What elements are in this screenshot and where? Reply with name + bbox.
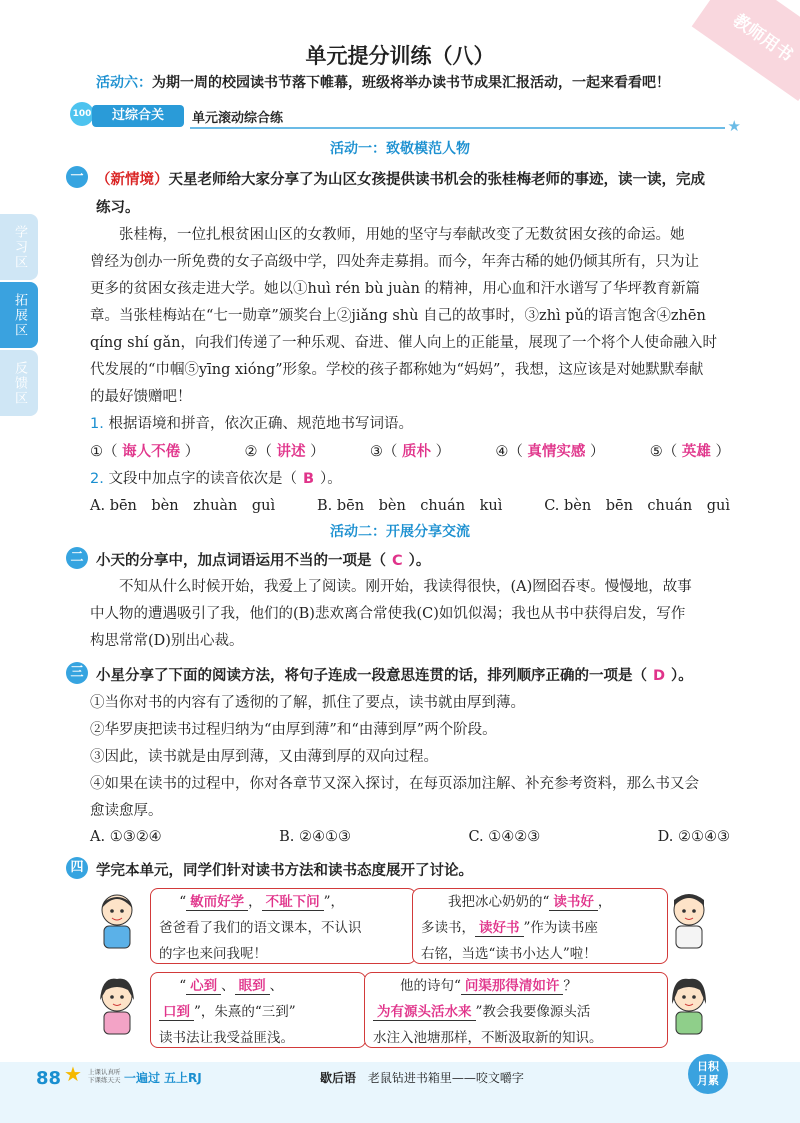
speech-bubble [150, 972, 366, 1048]
passage [90, 574, 750, 655]
proverb [320, 1069, 524, 1086]
stem-end: ）。 [671, 668, 693, 684]
separator: ， [597, 894, 612, 910]
section-tag: 过综合关 [92, 105, 184, 127]
bubble-line [159, 973, 357, 999]
options-row [90, 829, 730, 845]
answer-mark: ⑤ [649, 444, 663, 460]
side-tab-feedback[interactable] [0, 350, 38, 416]
sub-question [90, 412, 413, 433]
sentence: ①当你对书的内容有了透彻的了解，抓住了要点，读书就由厚到薄。 [90, 695, 525, 711]
slogan-line: 下课练天天 [88, 1076, 121, 1084]
corner-stamp-text: 教师用书 [729, 10, 797, 66]
section-banner [70, 105, 741, 135]
bubble-line [373, 973, 659, 999]
star-logo-icon: ★ [64, 1062, 82, 1086]
answer-text: 真情实感 [527, 444, 586, 460]
stem-line: 天星老师给大家分享了为山区女孩提供读书机会的张桂梅老师的事迹，读一读，完成 [168, 172, 705, 188]
star-icon: ★ [727, 117, 741, 135]
boy2-avatar [664, 890, 714, 950]
section-subtitle: 单元滚动综合练 [192, 111, 284, 126]
boy-avatar [92, 890, 142, 950]
bubble-line: 右铭，当选“读书小达人”啦！ [421, 946, 597, 962]
question-stem [96, 168, 746, 189]
intro-label: 活动六： [96, 75, 152, 91]
speech-bubble [364, 972, 668, 1048]
score-badge: 100 [70, 102, 94, 126]
option-c[interactable]: C. bèn bēn chuán guì [544, 498, 730, 514]
daily-badge-text: 日积月累 [697, 1060, 719, 1087]
brand [124, 1069, 202, 1086]
quote: “ [179, 894, 187, 910]
intro [96, 72, 670, 92]
separator: ， [248, 894, 262, 910]
passage-line: 曾经为创办一所免费的女子高级中学，四处奔走募捐。而今，年奔古稀的她仍倾其所有，只为让 [90, 254, 699, 270]
bubble-line [373, 999, 659, 1025]
bubble-text: 他的诗句“ [400, 978, 461, 994]
question-stem [96, 549, 430, 570]
speech-bubble [412, 888, 668, 964]
passage-line: 张桂梅，一位扎根贫困山区的女教师，用她的坚守与奉献改变了无数贫困女孩的命运。她 [119, 227, 685, 243]
option-b[interactable]: B. ②④①③ [279, 829, 351, 845]
answer-text: B [302, 471, 315, 487]
answer-text: 讲述 [276, 444, 306, 460]
sub-question [90, 467, 342, 488]
sentence: ④如果在读书的过程中，你对各章节又深入探讨，在每页添加注解、补充参考资料，那么书又会 [90, 776, 699, 792]
answer-mark: ③ [369, 444, 383, 460]
sentence: ③因此，读书就是由厚到薄，又由薄到厚的双向过程。 [90, 749, 438, 765]
bubble-line: 爸爸看了我们的语文课本，不认识 [159, 920, 362, 936]
bubble-text: 多读书， [421, 920, 475, 936]
intro-text: 为期一周的校园读书节落下帷幕，班级将举办读书节成果汇报活动，一起来看看吧！ [152, 75, 670, 91]
bubble-line: 的字也来问我呢！ [159, 946, 267, 962]
passage-line: 的最好馈赠吧！ [90, 389, 192, 405]
daily-badge [688, 1054, 728, 1094]
question-number: 二 [66, 547, 88, 569]
stem-end: ）。 [408, 553, 431, 569]
side-tab-label: 反馈区 [12, 360, 27, 406]
question-stem [96, 664, 756, 685]
bubble-text: 我把冰心奶奶的“ [448, 894, 550, 910]
bubble-text: ”教会我要像源头活 [475, 1004, 591, 1020]
bubble-line [159, 889, 407, 915]
bubble-line [421, 889, 659, 915]
options-row [90, 494, 730, 515]
page-number: 88 [36, 1068, 62, 1089]
sentence-list [90, 690, 750, 825]
answer-item: ②（ 讲述 ） [244, 444, 325, 460]
girl-avatar [92, 976, 142, 1036]
side-tab-label: 拓展区 [12, 292, 27, 338]
passage-line: 构思常常(D)别出心裁。 [90, 633, 244, 649]
answer-text: 读好书 [475, 920, 524, 937]
answer-mark: ② [244, 444, 258, 460]
sentence: 愈读愈厚。 [90, 803, 163, 819]
bubble-line: 水注入池塘那样，不断汲取新的知识。 [373, 1030, 603, 1046]
stem-text: 小天的分享中，加点词语运用不当的一项是（ [96, 553, 386, 569]
side-tab-extend[interactable] [0, 282, 38, 348]
new-context-tag: （新情境） [96, 172, 169, 188]
side-tab-label: 学习区 [12, 224, 27, 270]
question-number: 三 [66, 662, 88, 684]
question-number: 一 [66, 166, 88, 188]
bubble-line: 读书法让我受益匪浅。 [159, 1030, 294, 1046]
passage-line: 代发展的“巾帼⑤yīng xióng”形象。学校的孩子都称她为“妈妈”，我想，这应该是对她默默奉献 [90, 362, 704, 378]
quote: ”， [323, 894, 345, 910]
option-d[interactable]: D. ②①④③ [657, 829, 730, 845]
brand-name: 一遍过 [124, 1071, 161, 1085]
bubble-text: ”作为读书座 [523, 920, 598, 936]
answer-item: ③（ 质朴 ） [369, 444, 451, 460]
question-number: 四 [66, 857, 88, 879]
slogan-line: 上课认真听 [88, 1068, 121, 1076]
separator: ？ [563, 978, 577, 994]
answer-text: 眼到 [235, 978, 270, 995]
answer-text: 敏而好学 [186, 894, 248, 911]
option-b[interactable]: B. bēn bèn chuán kuì [317, 498, 503, 514]
question-stem: 学完本单元，同学们针对读书方法和读书态度展开了讨论。 [96, 863, 473, 879]
passage-line: 中人物的遭遇吸引了我，他们的(B)悲欢离合常使我(C)如饥似渴；我也从书中获得启发，写作 [90, 606, 686, 622]
answer-item: ①（ 诲人不倦 ） [90, 444, 200, 460]
separator: 、 [221, 978, 235, 994]
option-c[interactable]: C. ①④②③ [468, 829, 541, 845]
bubble-line [421, 915, 659, 941]
option-a[interactable]: A. ①③②④ [90, 829, 162, 845]
sub-question-text: 根据语境和拼音，依次正确、规范地书写词语。 [108, 416, 413, 432]
answer-text: 诲人不倦 [122, 444, 181, 460]
speech-bubble [150, 888, 416, 964]
passage-line: 不知从什么时候开始，我爱上了阅读。刚开始，我读得很快，(A)囫囵吞枣。慢慢地，故事 [119, 579, 692, 595]
answer-text: 质朴 [401, 444, 431, 460]
sub-question-label: 1. [90, 416, 104, 432]
stem-text: 小星分享了下面的阅读方法，将句子连成一段意思连贯的话，排列顺序正确的一项是（ [96, 668, 647, 684]
separator: 、 [269, 978, 284, 994]
bubble-line [159, 999, 357, 1025]
answer-text: 心到 [186, 978, 221, 995]
bubble-text: ”，朱熹的“三到” [194, 1004, 296, 1020]
sub-question-end: ）。 [320, 471, 342, 487]
activity-heading: 活动二：开展分享交流 [330, 524, 470, 540]
girl2-avatar [664, 976, 714, 1036]
footer [0, 1062, 800, 1123]
answer-item: ⑤（ 英雄 ） [649, 444, 730, 460]
quote: “ [179, 978, 187, 994]
stem-line: 练习。 [96, 200, 140, 216]
sub-question-label: 2. [90, 471, 104, 487]
answer-text: 口到 [159, 1004, 194, 1021]
option-a[interactable]: A. bēn bèn zhuàn guì [90, 498, 276, 514]
activity-heading: 活动一：致敬模范人物 [330, 141, 470, 157]
banner-rule [190, 127, 725, 129]
passage-line: 章。当张桂梅站在“七一勋章”颁奖台上②jiǎng shù 自己的故事时，③zhì pǔ的语言饱含④zhēn [90, 308, 706, 324]
answer-text: 不耻下问 [262, 894, 324, 911]
side-tab-study[interactable] [0, 214, 38, 280]
passage-line: qíng shí gǎn，向我们传递了一种乐观、奋进、催人向上的正能量，展现了一个将个人使命融入时 [90, 335, 717, 351]
answer-mark: ① [90, 444, 103, 460]
slogan [88, 1068, 121, 1084]
answer-row [90, 440, 730, 461]
answer-mark: ④ [495, 444, 509, 460]
passage-line: 更多的贫困女孩走进大学。她以①huì rén bù juàn 的精神，用心血和汗水谱写了华坪教育新篇 [90, 281, 701, 297]
answer-text: 读书好 [549, 894, 598, 911]
answer-text: 英雄 [681, 444, 711, 460]
answer-text: D [653, 668, 666, 684]
sentence: ②华罗庚把读书过程归纳为“由厚到薄”和“由薄到厚”两个阶段。 [90, 722, 497, 738]
answer-text: 问渠那得清如许 [461, 978, 564, 995]
proverb-label: 歇后语 [320, 1071, 357, 1085]
answer-text: 为有源头活水来 [373, 1004, 476, 1021]
passage [90, 222, 750, 411]
page-title: 单元提分训练（八） [305, 44, 495, 68]
sub-question-text: 文段中加点字的读音依次是（ [108, 471, 297, 487]
answer-item: ④（ 真情实感 ） [495, 444, 605, 460]
answer-text: C [392, 553, 403, 569]
grade: 五上RJ [164, 1071, 202, 1085]
proverb-text: 老鼠钻进书箱里——咬文嚼字 [367, 1071, 524, 1085]
